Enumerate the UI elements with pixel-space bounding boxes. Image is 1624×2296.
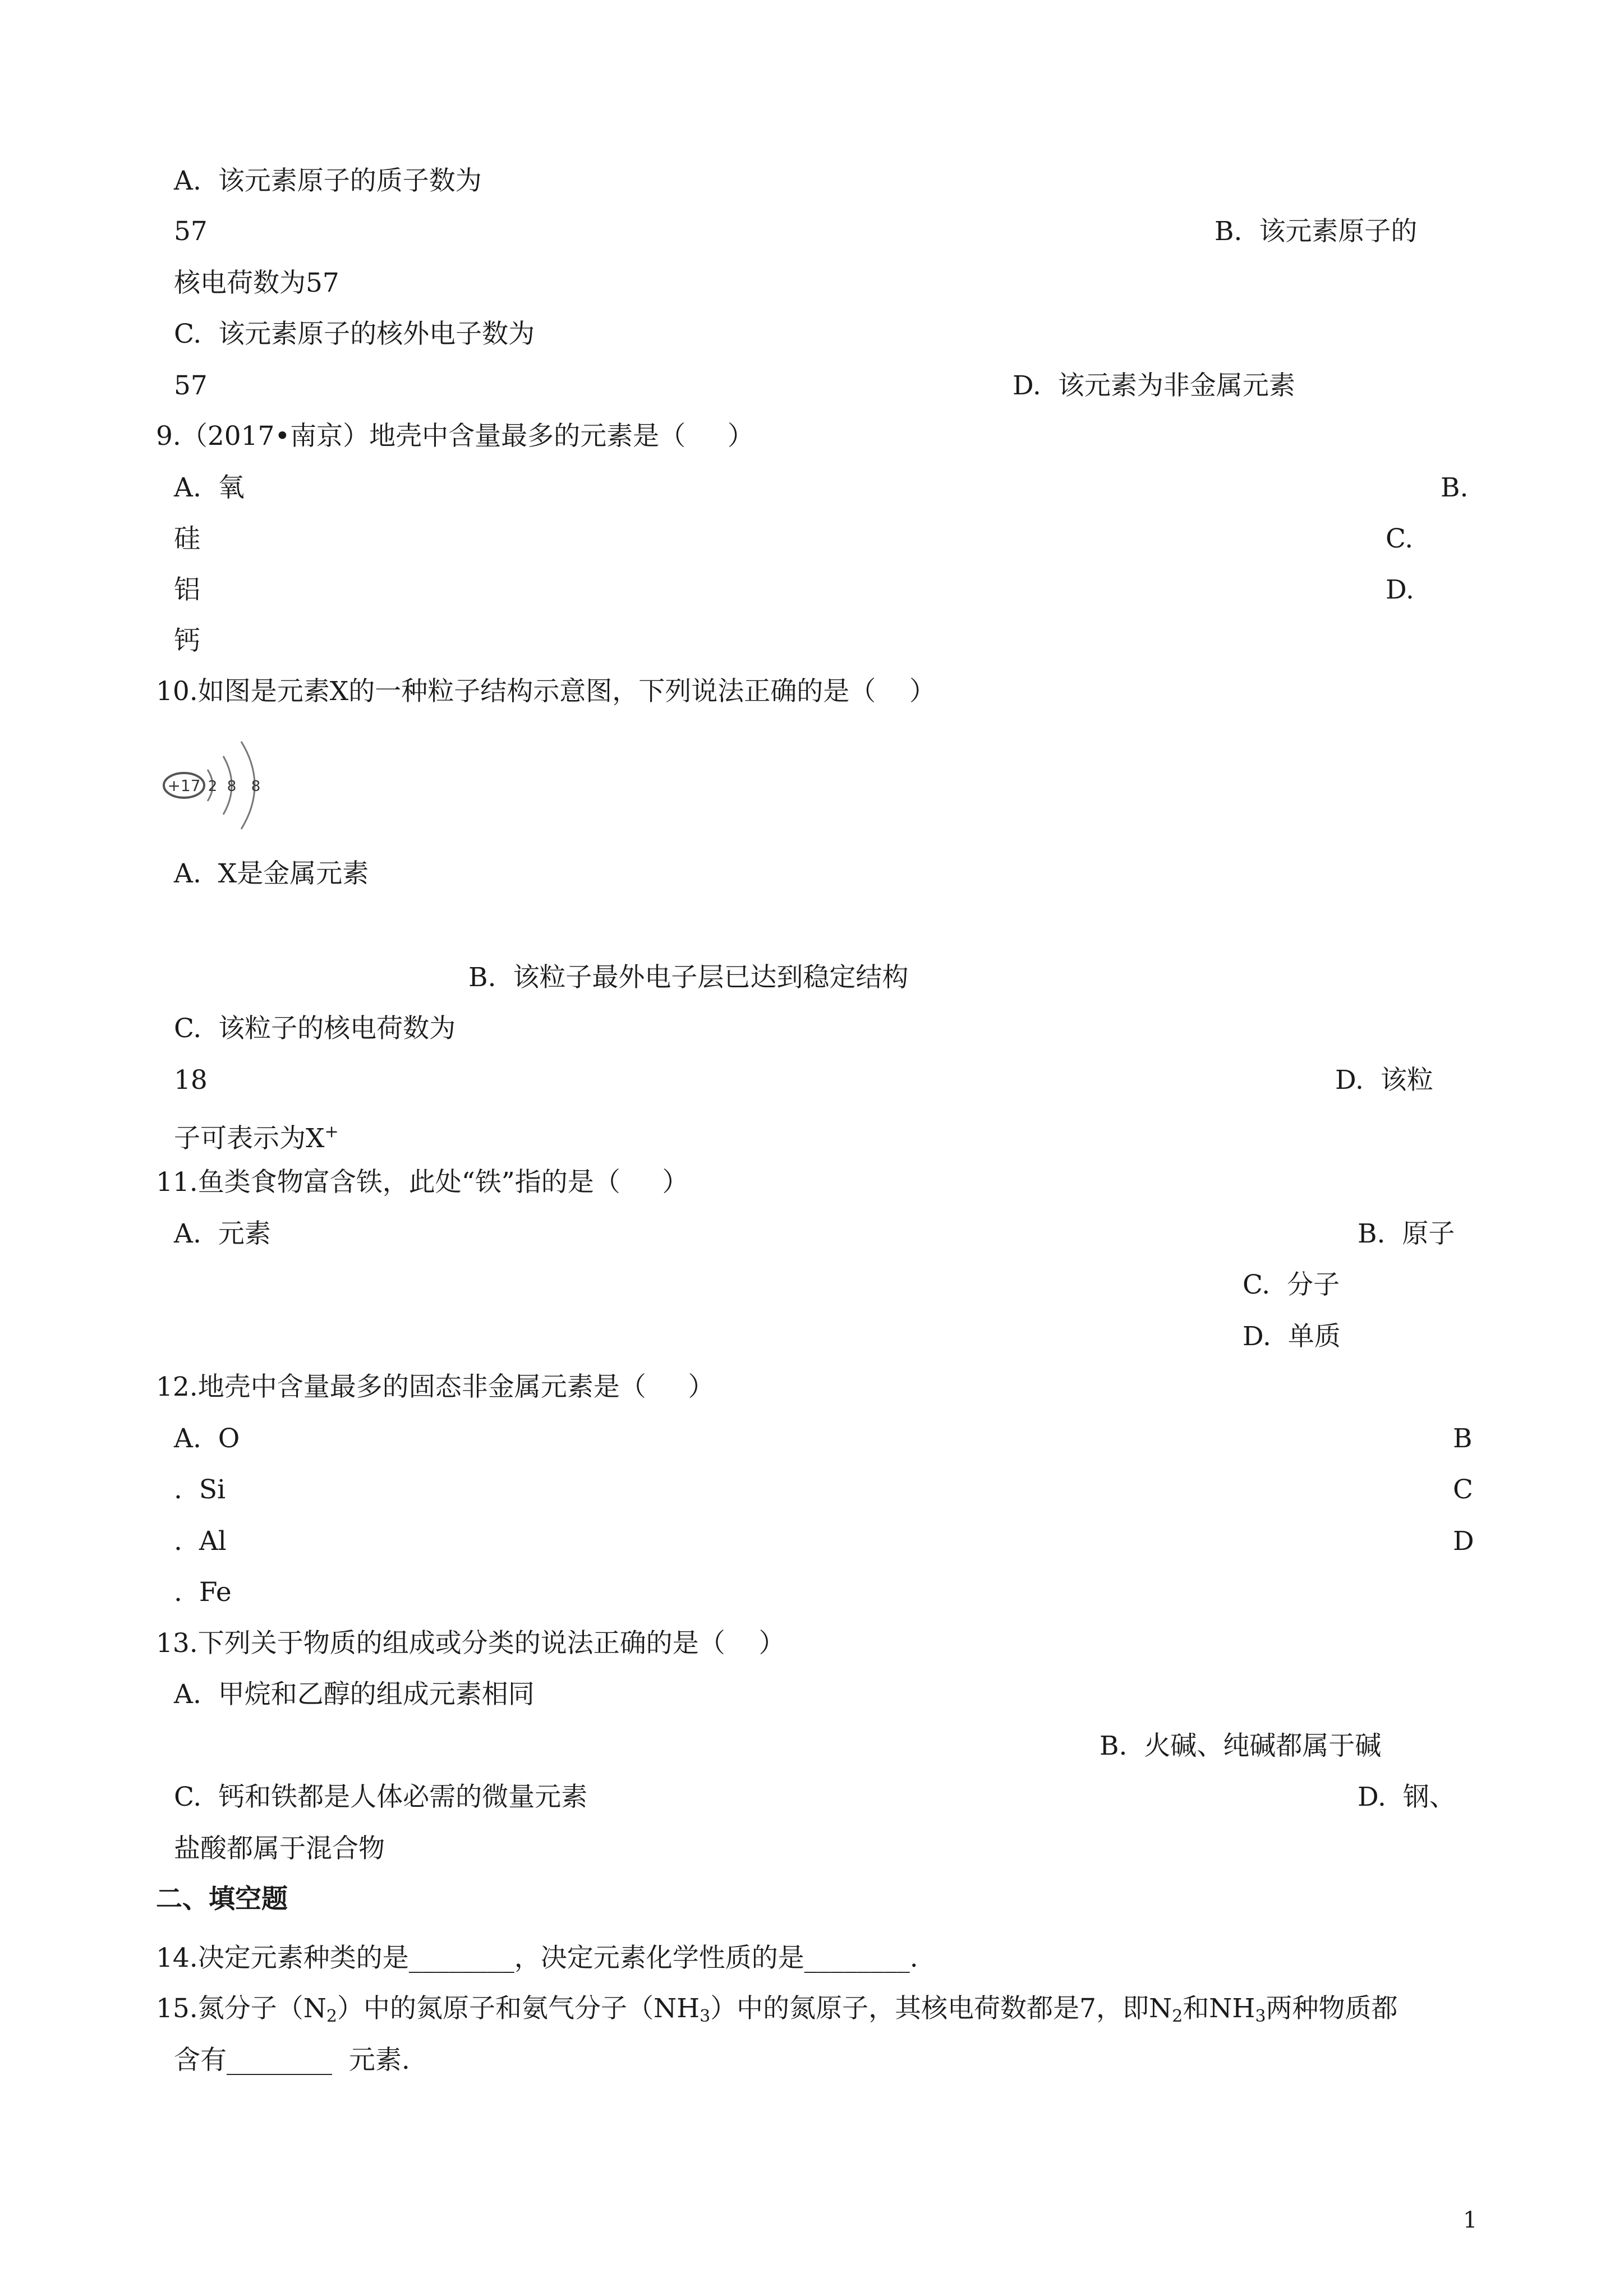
q10-stem: 10.如图是元素X的一种粒子结构示意图，下列说法正确的是（ ） bbox=[156, 676, 936, 707]
q15-part-4: 和NH bbox=[1183, 1993, 1255, 2024]
q15-part-3: ）中的氮原子，其核电荷数都是7，即N bbox=[710, 1993, 1172, 2024]
q12-option-d-label: D bbox=[1453, 1526, 1474, 1557]
q9-option-c-label: C. bbox=[1386, 523, 1414, 554]
q12-option-b-label: B bbox=[1453, 1423, 1473, 1454]
q8-option-b: B. 该元素原子的 bbox=[1214, 216, 1418, 247]
q12-option-c-label: C bbox=[1453, 1474, 1473, 1505]
q11-option-c: C. 分子 bbox=[1243, 1269, 1340, 1300]
q9-option-b-text: 硅 bbox=[174, 523, 200, 554]
q12-option-a: A. O bbox=[174, 1423, 240, 1454]
q13-option-a: A. 甲烷和乙醇的组成元素相同 bbox=[174, 1679, 535, 1710]
atomic-structure-diagram bbox=[157, 735, 292, 836]
q10-option-c: C. 该粒子的核电荷数为 bbox=[174, 1013, 456, 1044]
q8-option-a: A. 该元素原子的质子数为 bbox=[174, 165, 482, 196]
q15-subscript-4: 3 bbox=[1255, 2007, 1266, 2026]
q13-stem: 13.下列关于物质的组成或分类的说法正确的是（ ） bbox=[156, 1628, 785, 1659]
q8-option-c-value: 57 bbox=[174, 370, 208, 401]
q9-option-d-text: 钙 bbox=[174, 625, 200, 656]
q9-option-d-label: D. bbox=[1386, 574, 1414, 605]
q11-option-b: B. 原子 bbox=[1358, 1218, 1455, 1249]
q15-line-1 bbox=[156, 1993, 1398, 2032]
q15-part-2: ）中的氮原子和氨气分子（NH bbox=[337, 1993, 700, 2024]
q10-option-b: B. 该粒子最外电子层已达到稳定结构 bbox=[468, 962, 909, 993]
q13-option-c: C. 钙和铁都是人体必需的微量元素 bbox=[174, 1782, 588, 1812]
q10-option-d: D. 该粒 bbox=[1335, 1065, 1433, 1096]
q9-option-a: A. 氧 bbox=[174, 472, 245, 503]
q9-option-c-text: 铝 bbox=[174, 574, 200, 605]
shell-2-electrons: 8 bbox=[227, 778, 237, 795]
q10-option-d-text: 子可表示为X bbox=[174, 1123, 325, 1154]
q15-subscript-3: 2 bbox=[1172, 2007, 1183, 2026]
q12-option-d-text: . Fe bbox=[174, 1577, 232, 1608]
q15-line-2: 含有________ 元素. bbox=[174, 2045, 410, 2076]
q10-option-a: A. X是金属元素 bbox=[174, 858, 369, 889]
q15-subscript-1: 2 bbox=[326, 2007, 337, 2026]
nucleus-charge: +17 bbox=[167, 776, 201, 795]
shell-1-electrons: 2 bbox=[208, 778, 218, 795]
q11-option-a: A. 元素 bbox=[174, 1218, 271, 1249]
q8-option-c: C. 该元素原子的核外电子数为 bbox=[174, 319, 535, 349]
q10-option-c-value: 18 bbox=[174, 1065, 208, 1096]
q11-stem: 11.鱼类食物富含铁，此处“铁”指的是（ ） bbox=[156, 1167, 689, 1198]
q13-option-d-cont: 盐酸都属于混合物 bbox=[174, 1833, 385, 1864]
section-heading: 二、填空题 bbox=[156, 1884, 288, 1915]
q12-option-b-text: . Si bbox=[174, 1474, 226, 1505]
q13-option-d: D. 钢、 bbox=[1358, 1782, 1456, 1812]
q8-option-a-value: 57 bbox=[174, 216, 208, 247]
q10-option-d-superscript: + bbox=[324, 1122, 339, 1142]
q10-option-d-cont bbox=[174, 1116, 339, 1154]
q11-option-d: D. 单质 bbox=[1243, 1321, 1341, 1352]
q8-option-b-cont: 核电荷数为57 bbox=[174, 268, 339, 298]
q12-stem: 12.地壳中含量最多的固态非金属元素是（ ） bbox=[156, 1372, 715, 1402]
page-number: 1 bbox=[1463, 2207, 1478, 2233]
q13-option-b: B. 火碱、纯碱都属于碱 bbox=[1099, 1731, 1382, 1761]
shell-3-electrons: 8 bbox=[251, 778, 261, 795]
q15-part-5: 两种物质都 bbox=[1266, 1993, 1398, 2024]
q15-part-1: 15.氮分子（N bbox=[156, 1993, 326, 2024]
q12-option-c-text: . Al bbox=[174, 1526, 227, 1557]
q9-option-b-label: B. bbox=[1441, 472, 1469, 503]
q14-text: 14.决定元素种类的是________，决定元素化学性质的是________. bbox=[156, 1943, 918, 1973]
q15-subscript-2: 3 bbox=[700, 2007, 711, 2026]
q9-stem: 9.（2017•南京）地壳中含量最多的元素是（ ） bbox=[156, 421, 754, 452]
q8-option-d: D. 该元素为非金属元素 bbox=[1013, 370, 1295, 401]
